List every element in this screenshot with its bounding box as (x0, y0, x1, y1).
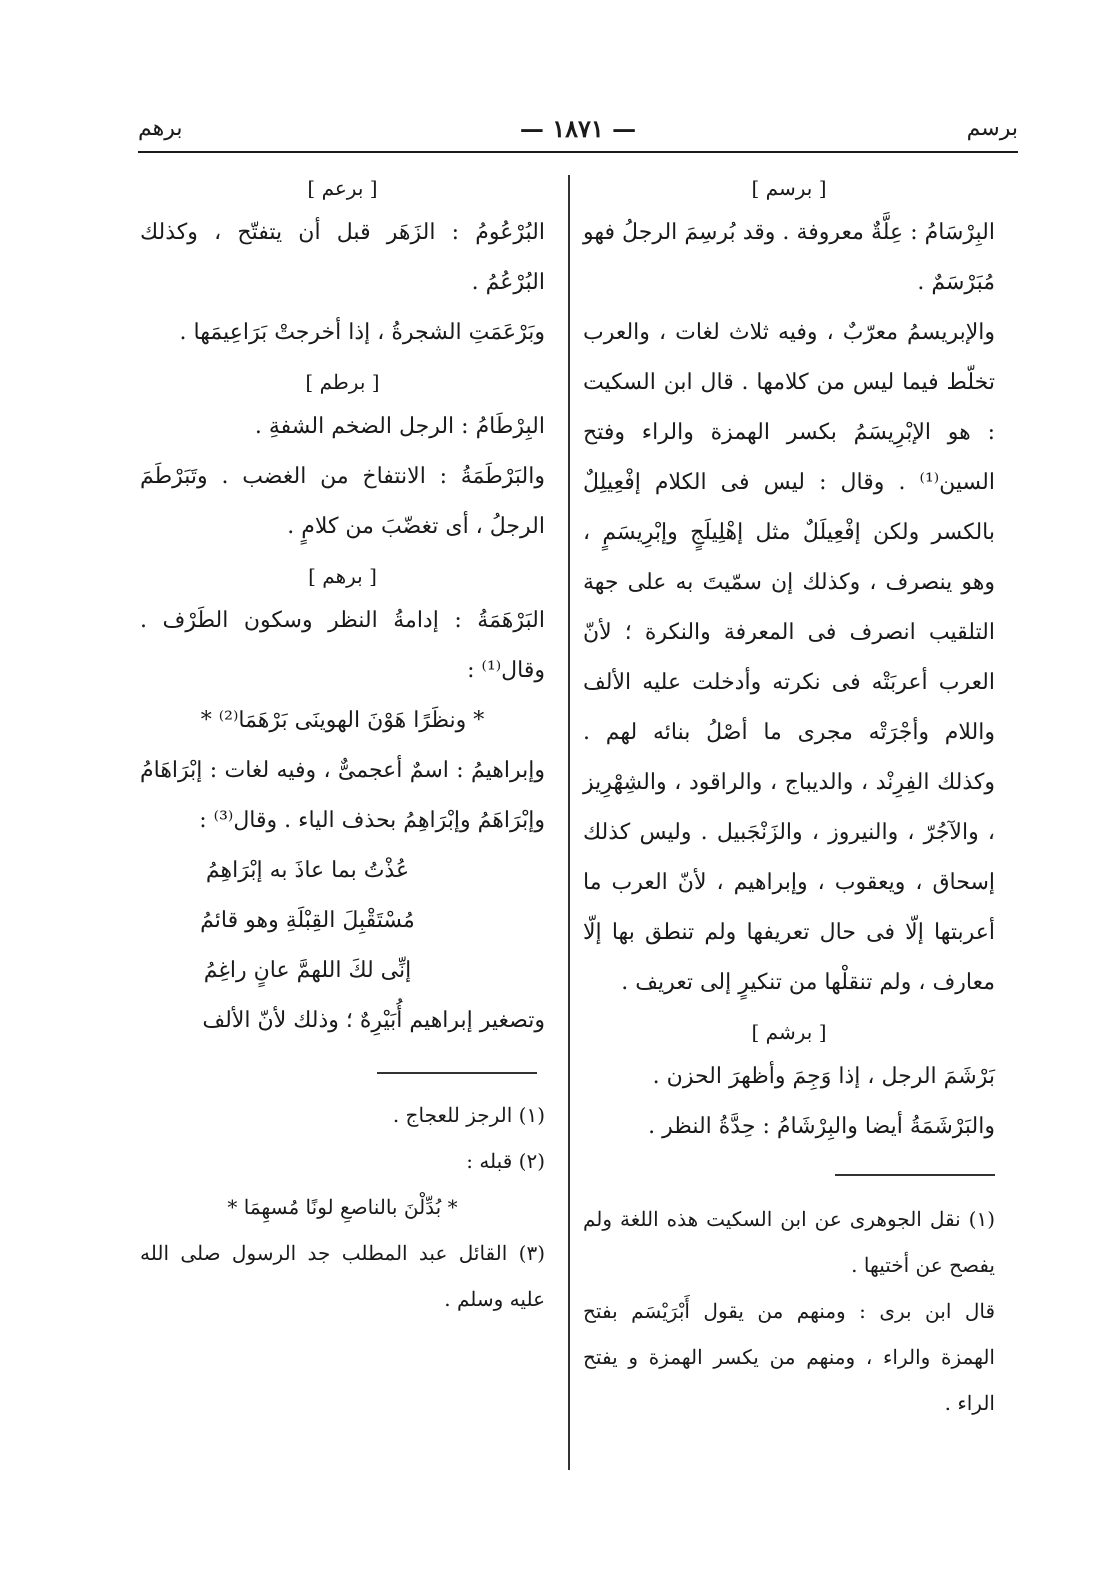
guide-word-right: برسم (966, 116, 1018, 141)
poem-line: عُذْتُ بما عاذَ به إبْرَاهِمُ (205, 858, 410, 883)
entry-paragraph: والبَرْشَمَةُ أيضا والبِرْشَامُ : حِدَّةُ النظر . (648, 1114, 995, 1139)
entry-heading: [ برعم ] (307, 176, 378, 200)
guide-word-left: برهم (138, 116, 183, 141)
right-column (583, 168, 995, 1426)
entry-paragraph: البَرْهَمَةُ : إدامةُ النظر وسكون الطَرْف . وقال⁽¹⁾ : (140, 608, 545, 683)
page-header (138, 110, 1018, 154)
entry-heading: [ برشم ] (751, 1020, 827, 1044)
footnote: قال ابن برى : ومنهم من يقول أَبْرَيْسَم بفتح الهمزة والراء ، ومنهم من يكسر الهمزة و يفتح الراء . (583, 1298, 995, 1415)
header-rule (138, 151, 1018, 153)
footnote-verse: * بُدِّلْنَ بالناصعِ لونًا مُسهِمَا * (227, 1194, 458, 1219)
footnote-rule (377, 1072, 537, 1074)
entry-paragraph: البِرْسَامُ : عِلَّةٌ معروفة . وقد بُرسِمَ الرجلُ فهو مُبَرْسَمٌ . (583, 220, 995, 295)
verse-line: * ونظَرًا هَوْنَ الهوينَى بَرْهَمَا⁽²⁾ * (200, 708, 485, 733)
footnote-rule (835, 1174, 995, 1176)
left-column (140, 168, 545, 1322)
footnote: (١) نقل الجوهرى عن ابن السكيت هذه اللغة ولم يفصح عن أختيها . (583, 1206, 995, 1277)
footnote: (٣) القائل عبد المطلب جد الرسول صلى الله عليه وسلم . (140, 1240, 545, 1311)
page-number: — ١٨٧١ — (519, 114, 637, 143)
entry-paragraph: بَرْشَمَ الرجل ، إذا وَجِمَ وأظهرَ الحزن . (652, 1064, 995, 1089)
column-divider (568, 175, 570, 1470)
entry-heading: [ برطم ] (305, 370, 380, 394)
poem-line: مُسْتَقْبِلَ القِبْلَةِ وهو قائمُ (200, 908, 415, 933)
entry-paragraph: البِرْطَامُ : الرجل الضخم الشفةِ . (254, 414, 545, 439)
footnote: (٢) قبله : (466, 1148, 545, 1173)
footnote: (١) الرجز للعجاج . (392, 1102, 545, 1127)
entry-paragraph: البُرْعُومُ : الزَهَر قبل أن يتفتّح ، وكذلك البُرْعُمُ . (140, 220, 545, 295)
entry-paragraph: والإبريسمُ معرّبٌ ، وفيه ثلاث لغات ، والعرب تخلّط فيما ليس من كلامها . قال ابن السكيت : هو الإبْرِيسَمُ بكسر الهمزة والراء وفتح السين⁽¹⁾ . وقال : ليس فى الكلام إفْعِيلِلٌ بالكسر ولكن إفْعِيلَلٌ مثل إهْلِيلَجٍ وإبْرِيسَمٍ ، وهو ينصرف ، وكذلك إن سمّيتَ به على جهة التلقيب انصرف فى المعرفة والنكرة ؛ لأنّ العرب أعربَتْه فى نكرته وأدخلت عليه الألف واللام وأجْرَتْه مجرى ما أصْلُ بنائه لهم . وكذلك الفِرِنْد ، والديباج ، والراقود ، والشِهْرِيز ، والآجُرّ ، والنيروز ، والزَنْجَبيل . وليس كذلك إسحاق ، ويعقوب ، وإبراهيم ، لأنّ العرب ما أعربتها إلّا فى حال تعريفها ولم تنطق بها إلّا معارف ، ولم تنقلْها من تنكيرٍ إلى تعريف . (583, 320, 995, 995)
entry-paragraph: والبَرْطَمَةُ : الانتفاخ من الغضب . وتَبَرْطَمَ الرجلُ ، أى تغضّبَ من كلامٍ . (140, 464, 545, 539)
entry-paragraph: وإبراهيمُ : اسمٌ أعجمىٌّ ، وفيه لغات : إبْرَاهَامُ وإبْرَاهَمُ وإبْرَاهِمُ بحذف الياء . وقال⁽³⁾ : (140, 758, 545, 833)
entry-paragraph: وبَرْعَمَتِ الشجرةُ ، إذا أخرجتْ بَرَاعِيمَها . (179, 320, 545, 345)
entry-paragraph: وتصغير إبراهيم أُبَيْرِهٌ ؛ وذلك لأنّ الألف (202, 1008, 545, 1033)
entry-heading: [ برهم ] (308, 564, 377, 588)
poem-line: إنِّى لكَ اللهمَّ عانٍ راغِمُ (203, 958, 412, 983)
entry-heading: [ برسم ] (751, 176, 827, 200)
